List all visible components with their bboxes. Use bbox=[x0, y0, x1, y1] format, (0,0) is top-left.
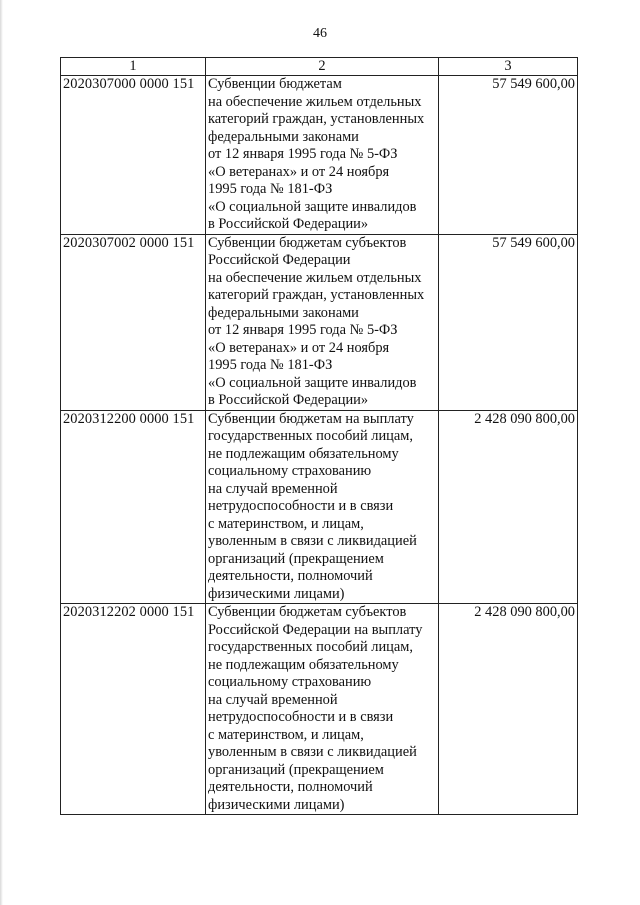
amount-cell: 2 428 090 800,00 bbox=[439, 604, 578, 815]
description-line: социальному страхованию bbox=[208, 674, 372, 690]
table-row bbox=[61, 76, 578, 235]
table-row bbox=[61, 604, 578, 815]
budget-code-cell: 2020312202 0000 151 bbox=[61, 604, 206, 815]
table-row bbox=[61, 234, 578, 410]
description-line: организаций (прекращением bbox=[208, 550, 384, 567]
description-cell bbox=[206, 604, 439, 815]
description-cell bbox=[206, 76, 439, 235]
description-line: от 12 января 1995 года № 5-ФЗ bbox=[208, 322, 398, 338]
budget-code-cell: 2020307000 0000 151 bbox=[61, 76, 206, 235]
description-line: на случай временной bbox=[208, 691, 338, 708]
page-number: 46 bbox=[313, 26, 327, 41]
description-line: 1995 года № 181-ФЗ bbox=[208, 181, 333, 197]
budget-code-cell: 2020312200 0000 151 bbox=[61, 410, 206, 604]
description-line: в Российской Федерации» bbox=[208, 216, 369, 232]
description-line: от 12 января 1995 года № 5-ФЗ bbox=[208, 146, 398, 162]
description-line: нетрудоспособности и в связи bbox=[208, 709, 394, 725]
description-line: категорий граждан, установленных bbox=[208, 287, 425, 303]
description-line: федеральными законами bbox=[208, 304, 359, 321]
description-line: Российской Федерации bbox=[208, 252, 351, 268]
description-line: с материнством, и лицам, bbox=[208, 515, 364, 532]
description-line: деятельности, полномочий bbox=[208, 568, 373, 584]
description-line: деятельности, полномочий bbox=[208, 779, 373, 795]
description-line: физическими лицами) bbox=[208, 585, 345, 602]
description-line: Субвенции бюджетам на выплату bbox=[208, 410, 414, 427]
description-line: категорий граждан, установленных bbox=[208, 111, 425, 127]
description-line: 1995 года № 181-ФЗ bbox=[208, 357, 333, 373]
amount-cell: 2 428 090 800,00 bbox=[439, 410, 578, 604]
description-line: Субвенции бюджетам субъектов bbox=[208, 604, 407, 620]
amount-cell: 57 549 600,00 bbox=[439, 234, 578, 410]
table-row bbox=[61, 410, 578, 604]
description-line: с материнством, и лицам, bbox=[208, 726, 364, 743]
description-line: на обеспечение жильем отдельных bbox=[208, 93, 422, 110]
description-line: государственных пособий лицам, bbox=[208, 639, 413, 655]
table-body bbox=[61, 76, 578, 815]
description-line: уволенным в связи с ликвидацией bbox=[208, 533, 417, 549]
description-line: «О социальной защите инвалидов bbox=[208, 374, 417, 391]
column-header-2: 2 bbox=[206, 58, 439, 76]
description-line: федеральными законами bbox=[208, 128, 359, 145]
description-line: в Российской Федерации» bbox=[208, 392, 369, 408]
table-header bbox=[61, 58, 578, 76]
description-line: уволенным в связи с ликвидацией bbox=[208, 744, 417, 760]
amount-cell: 57 549 600,00 bbox=[439, 76, 578, 235]
description-line: государственных пособий лицам, bbox=[208, 428, 413, 444]
description-line: «О ветеранах» и от 24 ноября bbox=[208, 339, 390, 356]
header-row bbox=[61, 58, 578, 76]
description-line: Российской Федерации на выплату bbox=[208, 621, 423, 638]
description-line: на обеспечение жильем отдельных bbox=[208, 269, 422, 286]
description-cell bbox=[206, 234, 439, 410]
description-line: не подлежащим обязательному bbox=[208, 445, 399, 462]
description-line: не подлежащим обязательному bbox=[208, 656, 399, 673]
description-line: «О ветеранах» и от 24 ноября bbox=[208, 163, 390, 180]
description-line: «О социальной защите инвалидов bbox=[208, 198, 417, 215]
description-cell bbox=[206, 410, 439, 604]
column-header-1: 1 bbox=[61, 58, 206, 76]
description-line: Субвенции бюджетам субъектов bbox=[208, 234, 407, 251]
description-line: Субвенции бюджетам bbox=[208, 76, 342, 92]
budget-code-cell: 2020307002 0000 151 bbox=[61, 234, 206, 410]
description-line: нетрудоспособности и в связи bbox=[208, 498, 394, 514]
scan-edge-shadow bbox=[0, 0, 3, 905]
description-line: организаций (прекращением bbox=[208, 761, 384, 778]
description-line: физическими лицами) bbox=[208, 796, 345, 813]
budget-table bbox=[60, 57, 578, 815]
description-line: на случай временной bbox=[208, 480, 338, 497]
description-line: социальному страхованию bbox=[208, 463, 372, 479]
column-header-3: 3 bbox=[439, 58, 578, 76]
